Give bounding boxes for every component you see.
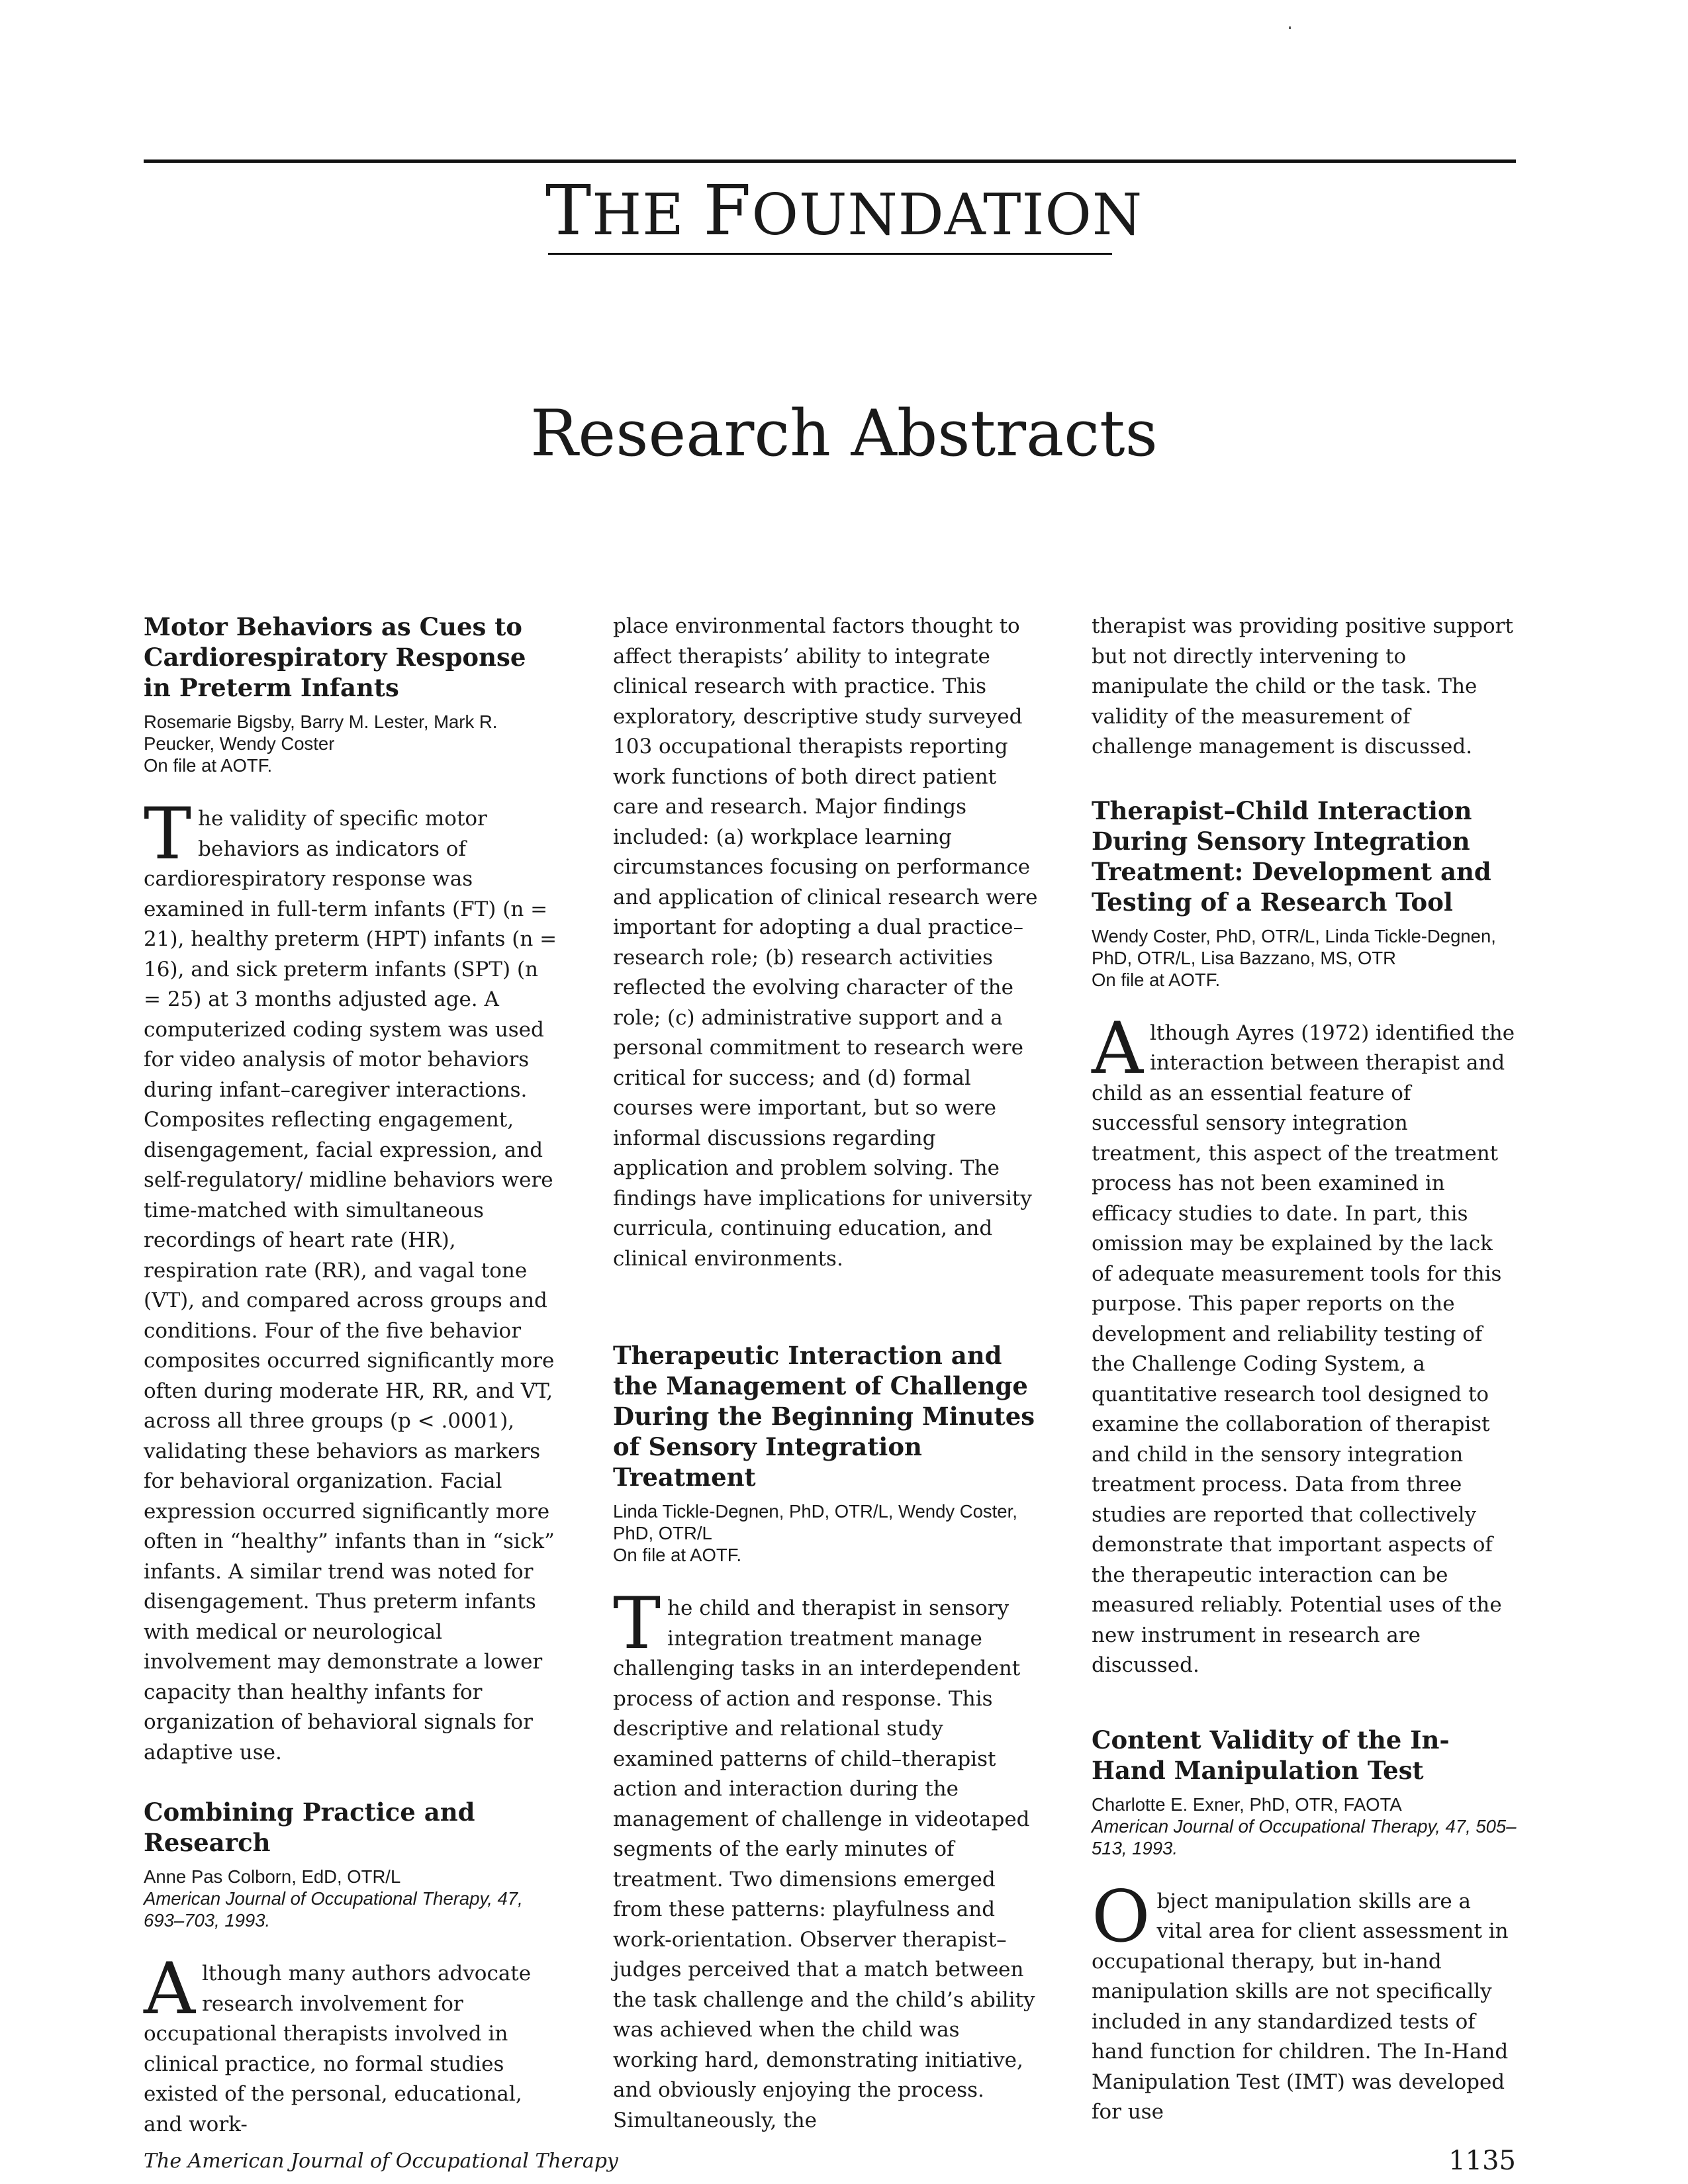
abstract-title: Content Validity of the In-Hand Manipulation Test bbox=[1092, 1725, 1450, 1785]
abstract-authors: Wendy Coster, PhD, OTR/L, Linda Tickle-Degnen, PhD, OTR/L, Lisa Bazzano, MS, OTR bbox=[1092, 925, 1496, 968]
abstract-therapist-child bbox=[1092, 796, 1517, 1681]
abstract-title: Therapist–Child Interaction During Sensory Integration Treatment: Development and Testing of a Research Tool bbox=[1092, 796, 1491, 917]
abstract-source: On file at AOTF. bbox=[144, 755, 273, 776]
page-title: Research Abstracts bbox=[530, 396, 1158, 471]
abstract-body: Although Ayres (1972) identified the interaction between therapist and child as an essential feature of successful sensory integration treatment, this aspect of the treatment process has not been examined in efficacy studies to date. In part, this omission may be explained by the lack of adequate measurement tools for this purpose. This paper reports on the development and reliability testing of the Challenge Coding System, a quantitative research tool designed to examine the collaboration of therapist and child in the sensory integration treatment process. Data from three studies are reported that collectively demonstrate that important aspects of the therapeutic interaction can be measured reliably. Potential uses of the new instrument in research are discussed. bbox=[1092, 1007, 1515, 1677]
abstract-authors: Anne Pas Colborn, EdD, OTR/L bbox=[144, 1866, 401, 1887]
footer-journal-name: The American Journal of Occupational Therapy bbox=[144, 2150, 618, 2173]
abstract-body: The validity of specific motor behaviors as indicators of cardiorespiratory response was examined in full-term infants (FT) (n = 21), healthy preterm (HPT) infants (n = 16), and sick preterm infants (SPT) (n = 25) at 3 months adjusted age. A computerized coding system was used for video analysis of motor behaviors during infant–caregiver interactions. Composites reflecting engagement, disengagement, facial expression, and self-regulatory/ midline behaviors were time-matched with simultaneous recordings of heart rate (HR), respiration rate (RR), and vagal tone (VT), and compared across groups and conditions. Four of the five behavior composites occurred significantly more often during moderate HR, RR, and VT, across all three groups (p < .0001), validating these behaviors as markers for behavioral organization. Facial expression occurred significantly more often in “healthy” infants than in “sick” infants. A similar trend was noted for disengagement. Thus preterm infants with medical or neurological involvement may demonstrate a lower capacity than healthy infants for organization of behavioral signals for adaptive use. bbox=[144, 793, 557, 1764]
drop-cap: O bbox=[1092, 1875, 1150, 1958]
abstract-source: On file at AOTF. bbox=[1092, 969, 1221, 990]
abstract-body: Object manipulation skills are a vital area for client assessment in occupational therapy, but in-hand manipulation skills are not specifically included in any standardized tests of hand function for children. The In-Hand Manipulation Test (IMT) was developed for use bbox=[1092, 1875, 1509, 2124]
abstract-citation: American Journal of Occupational Therapy, 47, 693–703, 1993. bbox=[144, 1888, 523, 1931]
section-title: THE FOUNDATION bbox=[545, 170, 1143, 251]
abstract-therapeutic-interaction bbox=[613, 1340, 1040, 2136]
scan-speck bbox=[1289, 26, 1291, 29]
drop-cap: T bbox=[613, 1582, 661, 1665]
drop-cap: T bbox=[144, 793, 192, 876]
abstract-authors: Rosemarie Bigsby, Barry M. Lester, Mark R. Peucker, Wendy Coster bbox=[144, 711, 498, 754]
abstract-title: Combining Practice and Research bbox=[144, 1797, 475, 1857]
abstract-body-continued: place environmental factors thought to affect therapists’ ability to integrate clinical research with practice. This exploratory, descriptive study surveyed 103 occupational therapists reporting work functions of both direct patient care and research. Major findings included: (a) workplace learning circumstances focusing on performance and application of clinical research were important for adopting a dual practice–research role; (b) research activities reflected the evolving character of the role; (c) administrative support and a personal commitment to research were critical for success; and (d) formal courses were important, but so were informal discussions regarding application and problem solving. The findings have implications for university curricula, continuing education, and clinical environments. bbox=[613, 614, 1038, 1271]
abstract-content-validity bbox=[1092, 1725, 1517, 2128]
column-1 bbox=[144, 612, 561, 2140]
abstract-title: Motor Behaviors as Cues to Cardiorespiratory Response in Preterm Infants bbox=[144, 612, 526, 702]
abstract-combining-practice bbox=[144, 1797, 561, 2140]
drop-cap: A bbox=[1092, 1007, 1143, 1090]
drop-cap: A bbox=[144, 1948, 195, 2030]
column-2 bbox=[613, 612, 1040, 2136]
abstract-authors: Linda Tickle-Degnen, PhD, OTR/L, Wendy Coster, PhD, OTR/L bbox=[613, 1501, 1017, 1543]
abstract-citation: American Journal of Occupational Therapy, 47, 505–513, 1993. bbox=[1092, 1815, 1517, 1858]
abstract-body: Although many authors advocate research involvement for occupational therapists involved in clinical practice, no formal studies existed of the personal, educational, and work- bbox=[144, 1948, 532, 2136]
abstract-source: On file at AOTF. bbox=[613, 1545, 742, 1565]
header-rule-top bbox=[144, 159, 1516, 163]
column-3 bbox=[1092, 612, 1517, 2128]
page-number: 1135 bbox=[1448, 2146, 1516, 2176]
section-title-underline bbox=[548, 253, 1112, 255]
abstract-motor-behaviors bbox=[144, 612, 561, 1768]
abstract-title: Therapeutic Interaction and the Management of Challenge During the Beginning Minutes of Sensory Integration Treatment bbox=[613, 1341, 1035, 1492]
abstract-authors: Charlotte E. Exner, PhD, OTR, FAOTA bbox=[1092, 1794, 1402, 1815]
abstract-body: The child and therapist in sensory integration treatment manage challenging tasks in an interdependent process of action and response. This descriptive and relational study examined patterns of child–therapist action and interaction during the management of challenge in videotaped segments of the early minutes of treatment. Two dimensions emerged from these patterns: playfulness and work-orientation. Observer therapist–judges perceived that a match between the task challenge and the child’s ability was achieved when the child was working hard, demonstrating initiative, and obviously enjoying the process. Simultaneously, the bbox=[613, 1582, 1035, 2132]
abstract-body-continued: therapist was providing positive support but not directly intervening to manipulate the child or the task. The validity of the measurement of challenge management is discussed. bbox=[1092, 614, 1513, 758]
